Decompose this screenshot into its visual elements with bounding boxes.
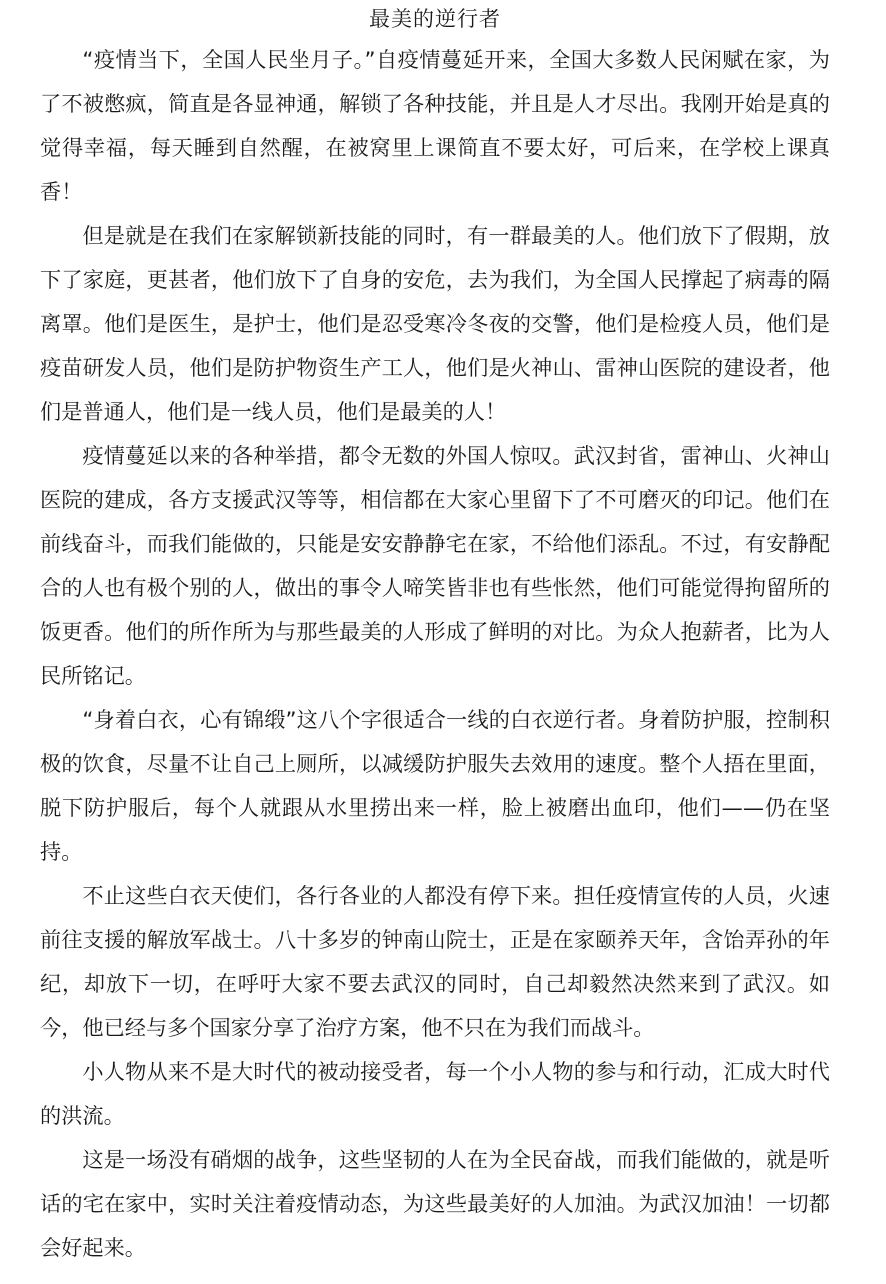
paragraph-2: 但是就是在我们在家解锁新技能的同时，有一群最美的人。他们放下了假期，放下了家庭，更甚者，他们放下了自身的安危，去为我们，为全国人民撑起了病毒的隔离罩。他们是医生，是护士，他们是忍受寒冷冬夜的交警，他们是检疫人员，他们是疫苗研发人员，他们是防护物资生产工人，他们是火神山、雷神山医院的建设者，他们是普通人，他们是一线人员，他们是最美的人！	[40, 223, 830, 424]
paragraph-7: 这是一场没有硝烟的战争，这些坚韧的人在为全民奋战，而我们能做的，就是听话的宅在家中，实时关注着疫情动态，为这些最美好的人加油。为武汉加油！一切都会好起来。	[40, 1147, 830, 1260]
essay-title: 最美的逆行者	[369, 7, 501, 31]
paragraph-5: 不止这些白衣天使们，各行各业的人都没有停下来。担任疫情宣传的人员，火速前往支援的解放军战士。八十多岁的钟南山院士，正是在家颐养天年，含饴弄孙的年纪，却放下一切，在呼吁大家不要去武汉的同时，自己却毅然决然来到了武汉。如今，他已经与多个国家分享了治疗方案，他不只在为我们而战斗。	[40, 883, 830, 1040]
paragraph-4: “身着白衣，心有锦缎”这八个字很适合一线的白衣逆行者。身着防护服，控制积极的饮食，尽量不让自己上厕所，以减缓防护服失去效用的速度。整个人捂在里面，脱下防护服后，每个人就跟从水里捞出来一样，脸上被磨出血印，他们——仍在坚持。	[40, 707, 830, 864]
paragraph-6: 小人物从来不是大时代的被动接受者，每一个小人物的参与和行动，汇成大时代的洪流。	[40, 1059, 830, 1128]
paragraph-1: “疫情当下，全国人民坐月子。”自疫情蔓延开来，全国大多数人民闲赋在家，为了不被憋疯，简直是各显神通，解锁了各种技能，并且是人才尽出。我刚开始是真的觉得幸福，每天睡到自然醒，在被窝里上课简直不要太好，可后来，在学校上课真香！	[40, 47, 830, 204]
document-page	[40, 4, 830, 1270]
paragraph-3: 疫情蔓延以来的各种举措，都令无数的外国人惊叹。武汉封省，雷神山、火神山医院的建成，各方支援武汉等等，相信都在大家心里留下了不可磨灭的印记。他们在前线奋斗，而我们能做的，只能是安安静静宅在家，不给他们添乱。不过，有安静配合的人也有极个别的人，做出的事令人啼笑皆非也有些怅然，他们可能觉得拘留所的饭更香。他们的所作所为与那些最美的人形成了鲜明的对比。为众人抱薪者，比为人民所铭记。	[40, 443, 830, 688]
